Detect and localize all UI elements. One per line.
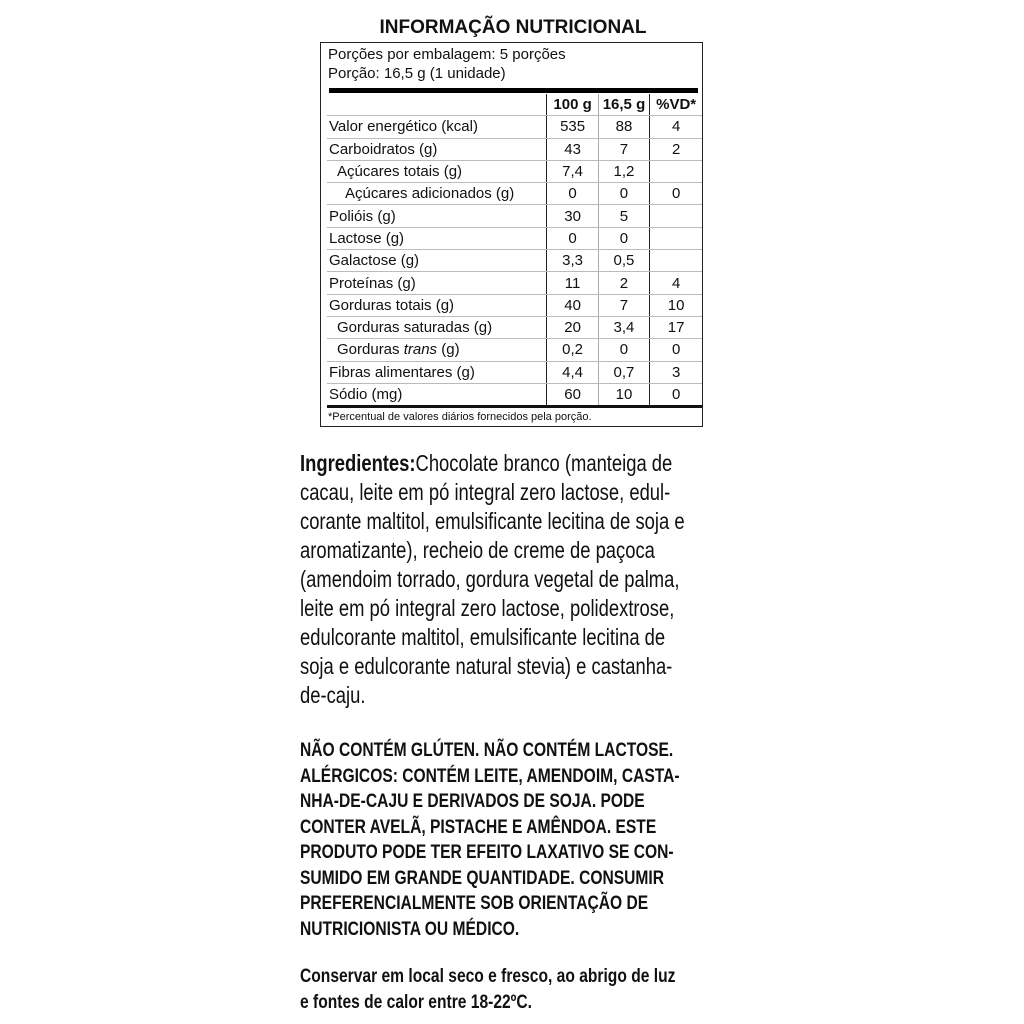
nutrition-table — [327, 94, 702, 408]
text-line: aromatizante), recheio de creme de paçoca — [300, 537, 655, 563]
text-line: ALÉRGICOS: CONTÉM LEITE, AMENDOIM, CASTA- — [300, 764, 680, 787]
value-cell: 20 — [547, 316, 598, 338]
value-cell: 88 — [598, 116, 650, 138]
table-row — [327, 138, 702, 160]
nutrition-table-box — [320, 42, 703, 427]
value-cell: 4,4 — [547, 361, 598, 383]
value-cell: 11 — [547, 272, 598, 294]
table-row — [327, 383, 702, 406]
value-cell — [650, 250, 702, 272]
value-cell: 43 — [547, 138, 598, 160]
value-cell: 0 — [598, 183, 650, 205]
text-line — [300, 450, 672, 477]
nutrient-name: Gorduras totais (g) — [327, 294, 547, 316]
value-cell: 10 — [598, 383, 650, 406]
text-line: edulcorante maltitol, emulsificante lecitina de — [300, 624, 666, 650]
table-row — [327, 272, 702, 294]
value-cell: 0,5 — [598, 250, 650, 272]
value-cell: 7 — [598, 138, 650, 160]
text-line: SUMIDO EM GRANDE QUANTIDADE. CONSUMIR — [300, 866, 665, 889]
table-row — [327, 183, 702, 205]
divider-bar — [329, 88, 698, 93]
value-cell: 4 — [650, 116, 702, 138]
text-line: (amendoim torrado, gordura vegetal de palma, — [300, 566, 680, 592]
nutrient-name: Proteínas (g) — [327, 272, 547, 294]
value-cell: 3 — [650, 361, 702, 383]
nutrient-name — [327, 94, 547, 116]
value-cell: 0 — [650, 339, 702, 361]
value-cell: 100 g — [547, 94, 598, 116]
label-title: INFORMAÇÃO NUTRICIONAL — [379, 17, 647, 38]
value-cell: 0 — [547, 183, 598, 205]
value-cell — [650, 205, 702, 227]
table-row — [327, 205, 702, 227]
portion-size: Porção: 16,5 g (1 unidade) — [328, 65, 506, 82]
footnote: *Percentual de valores diários fornecidos pela porção. — [328, 411, 592, 423]
value-cell: 7,4 — [547, 160, 598, 182]
table-row — [327, 116, 702, 138]
nutrient-name: Gorduras saturadas (g) — [327, 316, 547, 338]
nutrient-name: Valor energético (kcal) — [327, 116, 547, 138]
text-line: PRODUTO PODE TER EFEITO LAXATIVO SE CON- — [300, 841, 674, 863]
table-row — [327, 294, 702, 316]
value-cell: 16,5 g — [598, 94, 650, 116]
nutrient-name: Gorduras trans (g) — [327, 339, 547, 361]
portions-per-package: Porções por embalagem: 5 porções — [328, 46, 566, 63]
nutrient-name: Lactose (g) — [327, 227, 547, 249]
value-cell: 535 — [547, 116, 598, 138]
table-row — [327, 316, 702, 338]
value-cell — [650, 227, 702, 249]
nutrient-name: Polióis (g) — [327, 205, 547, 227]
text-line: NÃO CONTÉM GLÚTEN. NÃO CONTÉM LACTOSE. — [300, 739, 674, 761]
value-cell: 4 — [650, 272, 702, 294]
value-cell: 7 — [598, 294, 650, 316]
text-line: leite em pó integral zero lactose, polidextrose, — [300, 595, 675, 621]
value-cell: 0 — [547, 227, 598, 249]
nutrient-name: Fibras alimentares (g) — [327, 361, 547, 383]
value-cell: 0,7 — [598, 361, 650, 383]
table-row — [327, 227, 702, 249]
value-cell: 17 — [650, 316, 702, 338]
ingredients-label: Ingredientes: — [300, 450, 416, 476]
nutrient-name: Sódio (mg) — [327, 383, 547, 406]
nutrient-name: Açúcares adicionados (g) — [327, 183, 547, 205]
nutrient-name: Galactose (g) — [327, 250, 547, 272]
value-cell: 2 — [598, 272, 650, 294]
text-line: NUTRICIONISTA OU MÉDICO. — [300, 917, 520, 940]
nutrient-name: Açúcares totais (g) — [327, 160, 547, 182]
value-cell: 3,3 — [547, 250, 598, 272]
value-cell: 1,2 — [598, 160, 650, 182]
value-cell: 0 — [650, 383, 702, 406]
text-line: de-caju. — [300, 682, 366, 708]
text-line: corante maltitol, emulsificante lecitina de soja e — [300, 508, 685, 534]
table-row — [327, 361, 702, 383]
value-cell: 60 — [547, 383, 598, 406]
value-cell: 5 — [598, 205, 650, 227]
value-cell: 10 — [650, 294, 702, 316]
value-cell: %VD* — [650, 94, 702, 116]
nutrient-name: Carboidratos (g) — [327, 138, 547, 160]
value-cell: 0 — [598, 227, 650, 249]
text-line: PREFERENCIALMENTE SOB ORIENTAÇÃO DE — [300, 892, 649, 914]
value-cell: 30 — [547, 205, 598, 227]
table-row — [327, 339, 702, 361]
text-line: e fontes de calor entre 18-22ºC. — [300, 990, 532, 1013]
table-row — [327, 94, 702, 116]
text-line: Conservar em local seco e fresco, ao abrigo de luz — [300, 965, 676, 987]
table-row — [327, 250, 702, 272]
value-cell: 2 — [650, 138, 702, 160]
table-row — [327, 160, 702, 182]
value-cell: 0 — [650, 183, 702, 205]
value-cell: 0 — [598, 339, 650, 361]
value-cell — [650, 160, 702, 182]
value-cell: 0,2 — [547, 339, 598, 361]
text-line: NHA-DE-CAJU E DERIVADOS DE SOJA. PODE — [300, 790, 645, 812]
text-line: soja e edulcorante natural stevia) e castanha- — [300, 653, 673, 679]
ingredients-text: Chocolate branco (manteiga de — [415, 450, 673, 476]
value-cell: 3,4 — [598, 316, 650, 338]
value-cell: 40 — [547, 294, 598, 316]
text-line: CONTER AVELÃ, PISTACHE E AMÊNDOA. ESTE — [300, 815, 657, 838]
text-line: cacau, leite em pó integral zero lactose, edul- — [300, 479, 671, 505]
